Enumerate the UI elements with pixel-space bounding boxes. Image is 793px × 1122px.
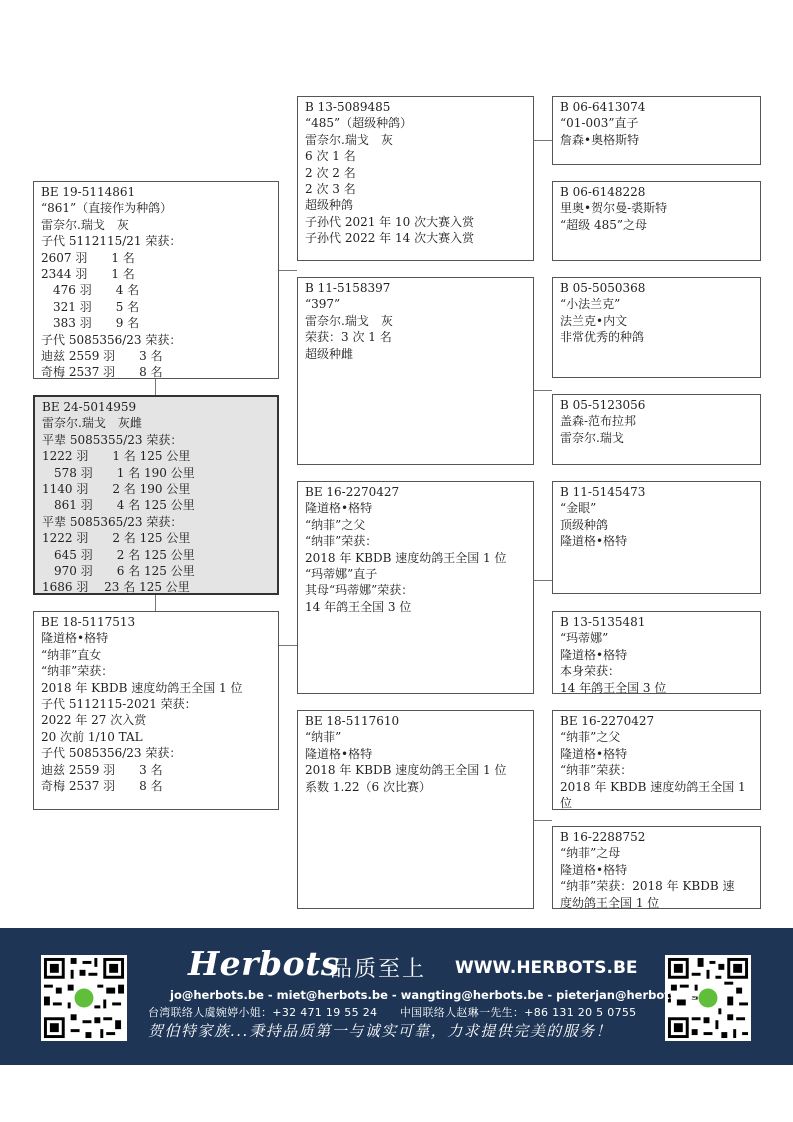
pedigree-line: 荣获：3 次 1 名	[305, 330, 392, 345]
pedigree-line: 奇梅 2537 羽 8 名	[41, 779, 163, 794]
pedigree-box-sdd	[552, 394, 761, 465]
pedigree-line: BE 16-2270427	[305, 485, 400, 499]
footer-motto: 贺伯特家族...秉持品质第一与诚实可靠，力求提供完美的服务！	[148, 1022, 613, 1040]
pedigree-line: “861”（直接作为种鸽）	[41, 201, 173, 216]
pedigree-line: 平辈 5085365/23 荣获：	[42, 514, 183, 529]
pedigree-line: 6 次 1 名	[305, 149, 356, 164]
pedigree-line: 顶级种鸽	[560, 517, 609, 532]
pedigree-line: 861 羽 4 名 125 公里	[42, 498, 195, 513]
pedigree-line: 14 年鸽王全国 3 位	[560, 680, 667, 695]
pedigree-line: B 05-5123056	[560, 398, 646, 412]
connector	[533, 140, 552, 141]
connector	[278, 645, 297, 646]
pedigree-box-dam	[33, 611, 279, 810]
pedigree-box-dds	[552, 710, 761, 810]
pedigree-line: 詹森•奥格斯特	[560, 132, 640, 147]
pedigree-line: 2 次 3 名	[305, 182, 356, 197]
pedigree-line: “纳菲”之父	[305, 517, 366, 532]
pedigree-line: 20 次前 1/10 TAL	[41, 729, 143, 744]
pedigree-line: 1686 羽 23 名 125 公里	[42, 580, 190, 595]
pedigree-line: 子孙代 2022 年 14 次大赛入赏	[305, 231, 475, 246]
pedigree-line: 雷奈尔.瑞戈	[560, 430, 624, 445]
pedigree-line: “纳菲”之父	[560, 730, 621, 745]
pedigree-line: B 13-5089485	[305, 100, 391, 114]
pedigree-line: 2018 年 KBDB 速度幼鸽王全国 1	[560, 779, 746, 794]
pedigree-line: 1222 羽 1 名 125 公里	[42, 449, 191, 464]
pedigree-line: 2607 羽 1 名	[41, 250, 135, 265]
pedigree-line: 578 羽 1 名 190 公里	[42, 465, 195, 480]
pedigree-line: “01-003”直子	[560, 116, 639, 131]
pedigree-line: 隆道格•格特	[560, 746, 628, 761]
pedigree-line: “纳菲”直女	[41, 647, 102, 662]
pedigree-box-sire-dam	[297, 277, 534, 465]
pedigree-line: “小法兰克”	[560, 297, 621, 312]
pedigree-line: 子代 5085356/23 荣获：	[41, 332, 182, 347]
pedigree-line: B 11-5158397	[305, 281, 391, 295]
pedigree-line: 迪兹 2559 羽 3 名	[41, 349, 163, 364]
pedigree-line: “485”（超级种鸽）	[305, 116, 413, 131]
connector	[533, 820, 552, 821]
pedigree-line: B 11-5145473	[560, 485, 646, 499]
pedigree-line: “超级 485”之母	[560, 217, 647, 232]
pedigree-line: B 05-5050368	[560, 281, 646, 295]
pedigree-line: 雷奈尔.瑞戈 灰	[41, 217, 129, 232]
pedigree-line: 14 年鸽王全国 3 位	[305, 599, 412, 614]
pedigree-box-dam-sire	[297, 481, 534, 694]
pedigree-line: 超级种鸽	[305, 198, 354, 213]
pedigree-line: 2022 年 27 次入赏	[41, 713, 147, 728]
pedigree-box-sss	[552, 96, 761, 165]
pedigree-line: 隆道格•格特	[305, 746, 373, 761]
pedigree-line: “玛蒂娜”直子	[305, 567, 378, 582]
pedigree-line: 里奥•贺尔曼-裘斯特	[560, 201, 668, 216]
pedigree-line: “397”	[305, 297, 341, 312]
pedigree-line: 隆道格•格特	[560, 862, 628, 877]
pedigree-box-subject	[33, 395, 279, 595]
pedigree-line: 位	[560, 796, 573, 811]
pedigree-line: B 16-2288752	[560, 830, 646, 844]
pedigree-line: 321 羽 5 名	[41, 299, 140, 314]
pedigree-line: 平辈 5085355/23 荣获：	[42, 432, 183, 447]
pedigree-line: 1140 羽 2 名 190 公里	[42, 482, 191, 497]
pedigree-box-dam-dam	[297, 710, 534, 909]
pedigree-line: “纳菲”荣获：	[560, 763, 633, 778]
pedigree-box-dsd	[552, 611, 761, 694]
pedigree-line: 子代 5085356/23 荣获：	[41, 746, 182, 761]
pedigree-line: B 13-5135481	[560, 615, 646, 629]
pedigree-line: 迪兹 2559 羽 3 名	[41, 762, 163, 777]
pedigree-line: BE 18-5117610	[305, 714, 400, 728]
pedigree-box-ddd	[552, 826, 761, 909]
pedigree-box-sire-sire	[297, 96, 534, 261]
pedigree-line: “纳菲”荣获：	[41, 664, 114, 679]
pedigree-line: 子代 5112115/21 荣获：	[41, 234, 182, 249]
pedigree-line: 其母“玛蒂娜”荣获：	[305, 583, 414, 598]
pedigree-line: 1222 羽 2 名 125 公里	[42, 531, 191, 546]
pedigree-line: 383 羽 9 名	[41, 316, 140, 331]
pedigree-line: 雷奈尔.瑞戈 灰	[305, 132, 393, 147]
pedigree-line: 476 羽 4 名	[41, 283, 140, 298]
wechat-qr-code-left-icon	[41, 955, 127, 1041]
connector	[155, 595, 156, 611]
pedigree-box-sire	[33, 181, 279, 379]
pedigree-line: 970 羽 6 名 125 公里	[42, 564, 195, 579]
website-link[interactable]: WWW.HERBOTS.BE	[455, 958, 638, 978]
pedigree-line: 子孙代 2021 年 10 次大赛入赏	[305, 214, 475, 229]
pedigree-line: “金眼”	[560, 501, 597, 516]
pedigree-line: 奇梅 2537 羽 8 名	[41, 365, 163, 380]
pedigree-line: 度幼鸽王全国 1 位	[560, 895, 660, 910]
pedigree-line: 645 羽 2 名 125 公里	[42, 547, 195, 562]
pedigree-line: 隆道格•格特	[560, 647, 628, 662]
pedigree-line: B 06-6413074	[560, 100, 646, 114]
pedigree-line: BE 19-5114861	[41, 185, 136, 199]
pedigree-line: 2 次 2 名	[305, 165, 356, 180]
pedigree-line: 本身荣获：	[560, 664, 621, 679]
pedigree-line: BE 18-5117513	[41, 615, 136, 629]
pedigree-line: 2018 年 KBDB 速度幼鸽王全国 1 位	[305, 550, 507, 565]
pedigree-line: 雷奈尔.瑞戈 灰雌	[42, 416, 142, 431]
connector	[278, 270, 297, 271]
pedigree-line: 2344 羽 1 名	[41, 267, 135, 282]
connector	[533, 580, 552, 581]
pedigree-line: “纳菲”	[305, 730, 342, 745]
pedigree-line: “纳菲”之母	[560, 846, 621, 861]
connector	[533, 390, 552, 391]
pedigree-line: 隆道格•格特	[41, 631, 109, 646]
pedigree-line: 子代 5112115-2021 荣获：	[41, 697, 197, 712]
pedigree-line: “纳菲”荣获：	[305, 534, 378, 549]
pedigree-line: 系数 1.22（6 次比赛）	[305, 779, 431, 794]
pedigree-line: 盖森-范布拉邦	[560, 414, 637, 429]
footer-slogan: 品质至上	[330, 957, 427, 982]
pedigree-line: BE 24-5014959	[42, 400, 137, 414]
pedigree-line: 法兰克•内文	[560, 313, 628, 328]
pedigree-line: 2018 年 KBDB 速度幼鸽王全国 1 位	[305, 763, 507, 778]
pedigree-line: B 06-6148228	[560, 185, 646, 199]
pedigree-box-dss	[552, 481, 761, 594]
pedigree-line: 隆道格•格特	[305, 501, 373, 516]
pedigree-line: BE 16-2270427	[560, 714, 655, 728]
contact-emails[interactable]: jo@herbots.be - miet@herbots.be - wangting@herbots.be - pieterjan@herbots.be	[170, 988, 698, 1002]
pedigree-line: 隆道格•格特	[560, 534, 628, 549]
pedigree-line: 2018 年 KBDB 速度幼鸽王全国 1 位	[41, 680, 243, 695]
pedigree-line: 雷奈尔.瑞戈 灰	[305, 313, 393, 328]
pedigree-line: “纳菲”荣获：2018 年 KBDB 速	[560, 879, 735, 894]
herbots-logo: Herbots	[188, 944, 340, 983]
pedigree-line: 超级种雌	[305, 346, 354, 361]
pedigree-box-sds	[552, 277, 761, 378]
pedigree-line: “玛蒂娜”	[560, 631, 609, 646]
pedigree-line: 非常优秀的种鸽	[560, 330, 645, 345]
pedigree-box-ssd	[552, 181, 761, 261]
contact-persons: 台湾联络人虞婉婷小姐：+32 471 19 55 24 中国联络人赵琳一先生：+86 131 20 5 0755	[148, 1006, 637, 1019]
